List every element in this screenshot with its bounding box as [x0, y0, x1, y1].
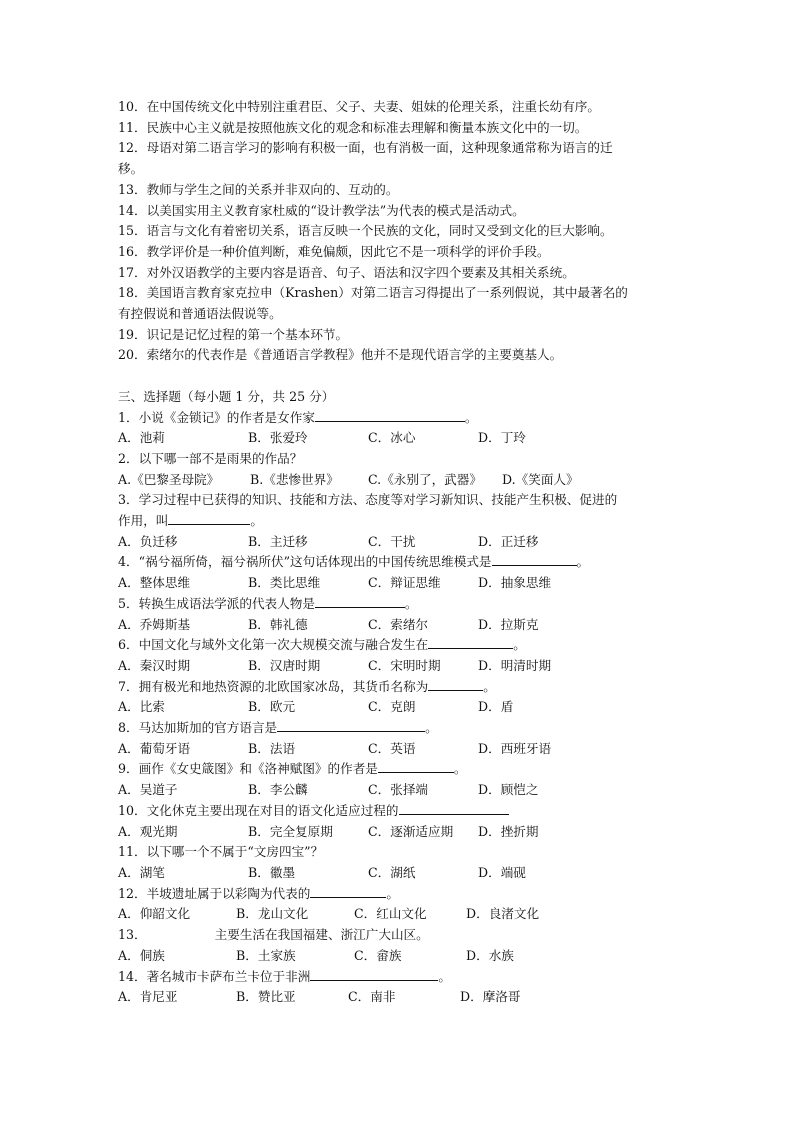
- option-a[interactable]: A．葡萄牙语: [118, 740, 191, 756]
- option-b[interactable]: B.《悲惨世界》: [250, 471, 339, 487]
- question-8-options: [118, 739, 678, 760]
- option-b[interactable]: B．龙山文化: [236, 906, 309, 922]
- question-10-options: [118, 822, 678, 843]
- tf-item-12-cont: 移。: [118, 161, 144, 177]
- question-3: 3．学习过程中已获得的知识、技能和方法、态度等对学习新知识、技能产生积极、促进的: [118, 492, 618, 508]
- question-10: 10．文化休克主要出现在对目的语文化适应过程的: [118, 801, 678, 822]
- option-b[interactable]: B．完全复原期: [248, 823, 333, 839]
- option-c[interactable]: C．南非: [348, 989, 396, 1005]
- option-c[interactable]: C．冰心: [368, 430, 416, 446]
- option-d[interactable]: D．明清时期: [478, 657, 552, 673]
- option-b[interactable]: B．赞比亚: [236, 989, 296, 1005]
- question-2: 2．以下哪一部不是雨果的作品？: [118, 450, 303, 466]
- question-3-cont: 作用，叫 。: [118, 513, 263, 529]
- option-a[interactable]: A．吴道子: [118, 782, 178, 798]
- question-text: 1．小说《金锁记》的作者是女作家: [118, 409, 315, 425]
- option-a[interactable]: A．池莉: [118, 430, 165, 446]
- tf-item-14: 14．以美国实用主义教育家杜威的“设计教学法”为代表的模式是活动式。: [118, 202, 525, 218]
- option-d[interactable]: D．抽象思维: [478, 575, 552, 591]
- option-a[interactable]: A．秦汉时期: [118, 657, 191, 673]
- option-b[interactable]: B．类比思维: [248, 575, 321, 591]
- question-1: 1．小说《金锁记》的作者是女作家 。: [118, 409, 478, 425]
- option-a[interactable]: A．仰韶文化: [118, 906, 191, 922]
- question-9-options: [118, 780, 678, 801]
- answer-blank[interactable]: [492, 552, 577, 566]
- true-false-section: [118, 97, 678, 366]
- answer-blank[interactable]: [399, 801, 509, 815]
- answer-blank[interactable]: [315, 594, 405, 608]
- option-d[interactable]: D．摩洛哥: [460, 989, 521, 1005]
- tf-item-18: 18．美国语言教育家克拉申（Krashen）对第二语言习得提出了一系列假说，其中最著名的: [118, 285, 628, 301]
- option-a[interactable]: A．负迁移: [118, 533, 178, 549]
- option-c[interactable]: C．宋明时期: [368, 657, 441, 673]
- question-4-options: [118, 573, 678, 594]
- tf-item-13: 13．教师与学生之间的关系并非双向的、互动的。: [118, 181, 399, 197]
- answer-blank[interactable]: [168, 511, 250, 525]
- question-13: 13． 主要生活在我国福建、浙江广大山区。: [118, 927, 429, 943]
- answer-blank[interactable]: [277, 718, 425, 732]
- option-c[interactable]: C．干扰: [368, 533, 416, 549]
- tf-item-11: 11．民族中心主义就是按照他族文化的观念和标准去理解和衡量本族文化中的一切。: [118, 119, 588, 135]
- option-d[interactable]: D．西班牙语: [478, 740, 552, 756]
- option-c[interactable]: C．辩证思维: [368, 575, 441, 591]
- option-c[interactable]: C．逐渐适应期: [368, 823, 454, 839]
- option-d[interactable]: D．顾恺之: [478, 782, 539, 798]
- option-c[interactable]: C．红山文化: [354, 906, 427, 922]
- question-12: 12．半坡遗址属于以彩陶为代表的 。: [118, 885, 399, 901]
- option-a[interactable]: A．肯尼亚: [118, 989, 178, 1005]
- tf-item-16: 16．教学评价是一种价值判断，难免偏颇，因此它不是一项科学的评价手段。: [118, 243, 550, 259]
- option-b[interactable]: B．主迁移: [248, 533, 308, 549]
- question-12-options: [118, 904, 678, 925]
- option-c[interactable]: C．湖纸: [368, 865, 416, 880]
- option-b[interactable]: B．李公麟: [248, 782, 308, 798]
- option-c[interactable]: C．英语: [368, 740, 416, 756]
- question-6: 6．中国文化与域外文化第一次大规模交流与融合发生在 。: [118, 637, 526, 653]
- option-c[interactable]: C.《永别了，武器》: [368, 471, 482, 487]
- option-a[interactable]: A．观光期: [118, 823, 178, 839]
- question-7: 7．拥有极光和地热资源的北欧国家冰岛，其货币名称为 。: [118, 678, 496, 694]
- question-14-options: [118, 987, 678, 1008]
- option-c[interactable]: C．畲族: [354, 947, 402, 963]
- answer-blank[interactable]: [147, 925, 215, 939]
- option-a[interactable]: A．比索: [118, 699, 165, 715]
- option-c[interactable]: C．索绪尔: [368, 616, 429, 632]
- exam-page: [118, 97, 678, 1008]
- question-8: 8．马达加斯加的官方语言是 。: [118, 720, 438, 736]
- tf-item-19: 19．识记是记忆过程的第一个基本环节。: [118, 326, 349, 342]
- option-b[interactable]: B．土家族: [236, 947, 296, 963]
- option-a[interactable]: A．整体思维: [118, 575, 191, 591]
- question-5-options: [118, 615, 678, 636]
- tf-item-20: 20．索绪尔的代表作是《普通语言学教程》他并不是现代语言学的主要奠基人。: [118, 347, 563, 363]
- question-11: 11．以下哪一个不属于“文房四宝”？: [118, 844, 324, 860]
- question-3-options: [118, 532, 678, 553]
- option-d[interactable]: D．丁玲: [478, 430, 526, 446]
- question-5: 5．转换生成语法学派的代表人物是 。: [118, 595, 418, 611]
- option-a[interactable]: A．乔姆斯基: [118, 616, 191, 632]
- option-d[interactable]: D．盾: [478, 699, 514, 715]
- question-2-options: [118, 470, 678, 491]
- question-1-options: [118, 428, 678, 449]
- tf-item-10: 10．在中国传统文化中特别注重君臣、父子、夫妻、姐妹的伦理关系，注重长幼有序。: [118, 99, 600, 114]
- option-a[interactable]: A．侗族: [118, 947, 165, 963]
- option-b[interactable]: B．徽墨: [248, 865, 296, 880]
- option-a[interactable]: A．湖笔: [118, 865, 165, 880]
- option-d[interactable]: D．拉斯克: [478, 616, 539, 632]
- answer-blank[interactable]: [378, 759, 454, 773]
- question-7-options: [118, 697, 678, 718]
- tf-item-12: 12．母语对第二语言学习的影响有积极一面，也有消极一面，这种现象通常称为语言的迁: [118, 140, 613, 156]
- option-b[interactable]: B．张爱玲: [248, 430, 308, 446]
- option-b[interactable]: B．法语: [248, 740, 296, 756]
- question-9: 9．画作《女史箴图》和《洛神赋图》的作者是 。: [118, 761, 467, 777]
- option-d[interactable]: D．良渚文化: [466, 906, 540, 922]
- answer-blank[interactable]: [315, 408, 465, 422]
- option-b[interactable]: B．汉唐时期: [248, 657, 321, 673]
- question-13-options: [118, 946, 678, 967]
- answer-blank[interactable]: [428, 635, 513, 649]
- question-14: 14．著名城市卡萨布兰卡位于非洲 。: [118, 968, 451, 984]
- option-b[interactable]: B．韩礼德: [248, 616, 308, 632]
- answer-blank[interactable]: [428, 677, 483, 691]
- question-11-options: [118, 863, 678, 884]
- tf-item-17: 17．对外汉语教学的主要内容是语音、句子、语法和汉字四个要素及其相关系统。: [118, 264, 575, 280]
- answer-blank[interactable]: [310, 967, 438, 981]
- section-title: 三、选择题（每小题 1 分，共 25 分）: [118, 388, 335, 404]
- tf-item-18-cont: 有控假说和普通语法假说等。: [118, 306, 282, 322]
- option-b[interactable]: B．欧元: [248, 699, 296, 715]
- option-c[interactable]: C．克朗: [368, 699, 416, 715]
- option-d[interactable]: D．水族: [466, 947, 514, 963]
- question-6-options: [118, 656, 678, 677]
- question-4: 4．“祸兮福所倚，福兮祸所伏”这句话体现出的中国传统思维模式是 。: [118, 554, 590, 570]
- option-c[interactable]: C．张择端: [368, 782, 429, 798]
- option-d[interactable]: D．端砚: [478, 865, 526, 880]
- option-d[interactable]: D.《笑面人》: [502, 471, 579, 487]
- tf-item-15: 15．语言与文化有着密切关系，语言反映一个民族的文化，同时又受到文化的巨大影响。: [118, 223, 613, 239]
- option-d[interactable]: D．正迁移: [478, 533, 539, 549]
- answer-blank[interactable]: [310, 884, 386, 898]
- option-a[interactable]: A.《巴黎圣母院》: [118, 471, 220, 487]
- option-d[interactable]: D．挫折期: [478, 823, 539, 839]
